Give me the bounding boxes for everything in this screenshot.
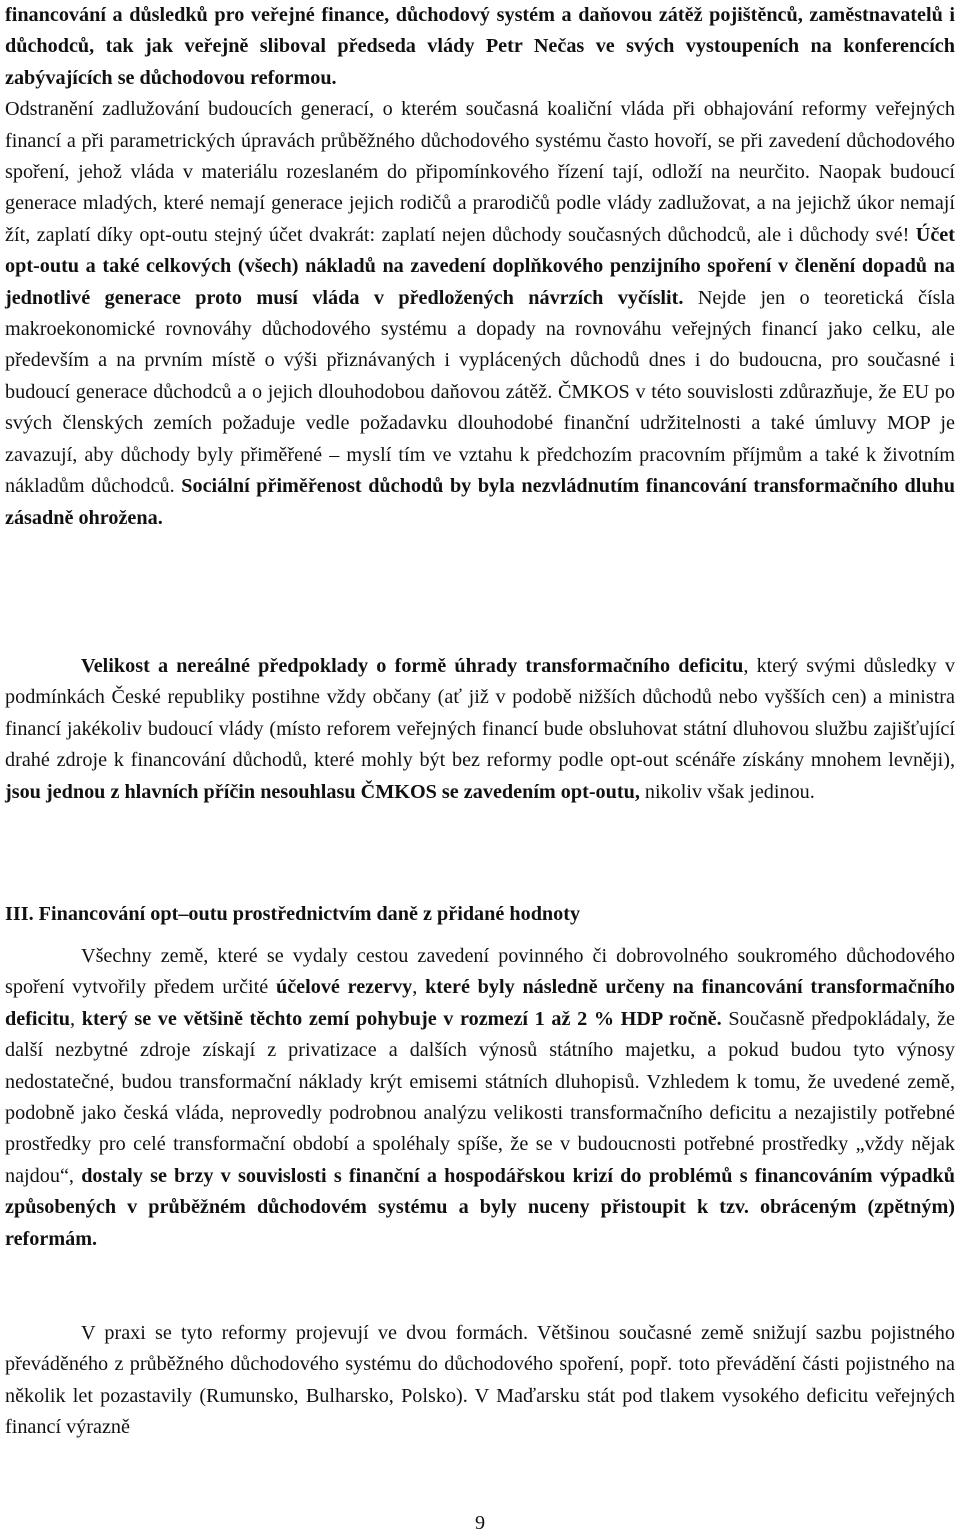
p1-run-4: Sociální přiměřenost důchodů by byla nezvládnutím financování transformačního dluhu zásadně ohrožena. [5,475,955,529]
p1-run-2: Účet opt-outu a také celkových (všech) nákladů na zavedení doplňkového penzijního spoření v členění dopadů na jednotlivé generace proto musí vláda v předložených návrzích vyčíslit. [5,223,955,309]
p3-run-6: Současně předpokládaly, že další nezbytné zdroje získají z privatizace a dalších výnosů státního majetku, a pokud budou tyto výnosy nedostatečné, budou transformační náklady krýt emisemi státních dluhopisů. Vzhledem k tomu, že uvedené země, podobně jako česká vláda, neprovedly podrobnou analýzu velikosti transformačního deficitu a nezajistily potřebné prostředky pro celé transformační období a spoléhaly spíše, že se v budoucnosti potřebné prostředky „vždy nějak najdou“, [5,1007,955,1187]
p3-run-7: dostaly se brzy v souvislosti s finanční a hospodářskou krizí do problémů s financováním výpadků způsobených v průběžném důchodovém systému a byly nuceny přistoupit k tzv. obráceným (zpětným) reformám. [5,1164,956,1250]
paragraph-transformation-deficit [5,651,955,808]
p3-run-3: které byly následně určeny na financování transformačního deficitu [5,976,956,1030]
paragraph-opt-out-costs [5,0,955,534]
p3-run-1: účelové rezervy [275,976,413,999]
p1-run-0: financování a důsledků pro veřejné finance, důchodový systém a daňovou zátěž pojištěnců, zaměstnavatelů i důchodců, tak jak veřejně sliboval předseda vlády Petr Nečas ve svých vystoupeních na konferencích zabývajících se důchodovou reformou. [5,4,955,89]
p2-run-3: nikoliv však jedinou. [639,780,815,803]
p2-run-0: Velikost a nereálné předpoklady o formě úhrady transformačního deficitu [81,655,744,677]
paragraph-reserves [5,941,955,1255]
p3-run-5: který se ve většině těchto zemí pohybuje v rozmezí 1 až 2 % HDP ročně. [81,1007,722,1030]
p3-run-4: , [70,1007,82,1030]
page-number: 9 [474,1512,486,1534]
p2-run-2: jsou jednou z hlavních příčin nesouhlasu ČMKOS se zavedením opt-outu, [5,780,640,803]
section-heading-iii: III. Financování opt–outu prostřednictvím daně z přidané hodnoty [5,903,581,925]
p4-run-0: V praxi se tyto reformy projevují ve dvou formách. Většinou současné země snižují sazbu pojistného převáděného z průběžného důchodového systému do důchodového spoření, popř. toto převádění části pojistného na několik let pozastavily (Rumunsko, Bulharsko, Polsko). V Maďarsku stát pod tlakem vysokého deficitu veřejných financí výrazně [5,1322,955,1439]
p3-run-2: , [412,976,426,999]
p1-run-1: Odstranění zadlužování budoucích generací, o kterém současná koaliční vláda při obhajování reformy veřejných financí a při parametrických úpravách průběžného důchodového systému často hovoří, se při zavedení důchodového spoření, jehož vláda v materiálu rozeslaném do připomínkového řízení tají, odloží na neurčito. Naopak budoucí generace mladých, které nemají generace jejich rodičů a prarodičů podle vlády zadlužovat, a na jejichž úkor nemají žít, zaplatí díky opt-outu stejný účet dvakrát: zaplatí nejen důchody současných důchodců, ale i důchody své! [5,98,955,246]
p2-run-1: , který svými důsledky v podmínkách České republiky postihne vždy občany (ať již v podobě nižších důchodů nebo vyšších cen) a ministra financí jakékoliv budoucí vlády (místo reforem veřejných financí bude obsluhovat státní dluhovou službu zajišťující drahé zdroje k financování důchodů, které mohly být bez reformy podle opt-out scénáře získány mnohem levněji), [5,655,956,772]
p1-run-3: Nejde jen o teoretická čísla makroekonomické rovnováhy důchodového systému a dopady na rovnováhu veřejných financí jako celku, ale především a na prvním místě o výši přiznávaných i vyplácených důchodů dnes i do budoucna, pro současné i budoucí generace důchodců a o jejich dlouhodobou daňovou zátěž. ČMKOS v této souvislosti zdůrazňuje, že EU po svých členských zemích požaduje vedle požadavku dlouhodobé finanční udržitelnosti a také úmluvy MOP je zavazují, aby důchody byly přiměřené – myslí tím ve vztahu k předchozím pracovním příjmům a také k životním nákladům důchodců. [5,286,956,498]
paragraph-reforms-practice [5,1318,955,1444]
p3-run-0: Všechny země, které se vydaly cestou zavedení povinného či dobrovolného soukromého důchodového spoření vytvořily předem určité [5,945,955,999]
